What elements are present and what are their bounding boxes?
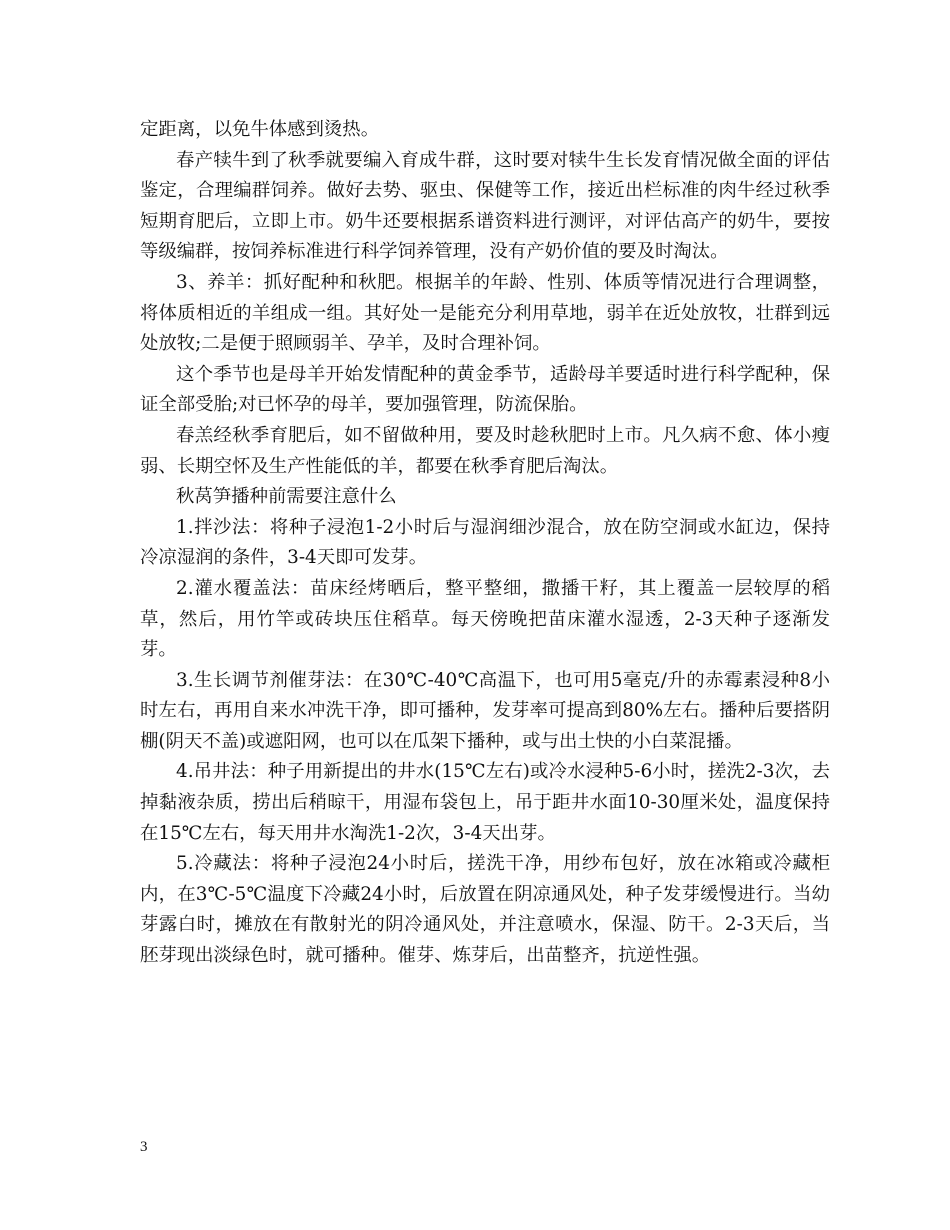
paragraph-2: 春产犊牛到了秋季就要编入育成牛群，这时要对犊牛生长发育情况做全面的评估鉴定，合理编群饲养。做好去势、驱虫、保健等工作，接近出栏标准的肉牛经过秋季短期育肥后，立即上市。奶牛还要根据系谱资料进行测评，对评估高产的奶牛，要按等级编群，按饲养标准进行科学饲养管理，没有产奶价值的要及时淘汰。 xyxy=(140,149,830,263)
document-body xyxy=(140,115,830,972)
paragraph-9: 3.生长调节剂催芽法：在30℃-40℃高温下，也可用5毫克/升的赤霉素浸种8小时左右，再用自来水冲洗干净，即可播种，发芽率可提高到80%左右。播种后要搭阴棚(阴天不盖)或遮阳网，也可以在瓜架下播种，或与出土快的小白菜混播。 xyxy=(140,669,830,752)
paragraph-8: 2.灌水覆盖法：苗床经烤晒后，整平整细，撒播干籽，其上覆盖一层较厚的稻草，然后，用竹竿或砖块压住稻草。每天傍晚把苗床灌水湿透，2-3天种子逐渐发芽。 xyxy=(140,577,830,661)
paragraph-1: 定距离，以免牛体感到烫热。 xyxy=(140,119,380,140)
paragraph-4: 这个季节也是母羊开始发情配种的黄金季节，适龄母羊要适时进行科学配种，保证全部受胎;对已怀孕的母羊，要加强管理，防流保胎。 xyxy=(140,363,830,416)
paragraph-7: 1.拌沙法：将种子浸泡1-2小时后与湿润细沙混合，放在防空洞或水缸边，保持冷凉湿润的条件，3-4天即可发芽。 xyxy=(140,516,830,569)
paragraph-10: 4.吊井法：种子用新提出的井水(15℃左右)或冷水浸种5-6小时，搓洗2-3次，去掉黏液杂质，捞出后稍晾干，用湿布袋包上，吊于距井水面10-30厘米处，温度保持在15℃左右，每天用井水淘洗1-2次，3-4天出芽。 xyxy=(140,761,830,844)
section-heading: 秋莴笋播种前需要注意什么 xyxy=(176,486,397,508)
paragraph-3: 3、养羊：抓好配种和秋肥。根据羊的年龄、性别、体质等情况进行合理调整，将体质相近的羊组成一组。其好处一是能充分利用草地，弱羊在近处放牧，壮群到远处放牧;二是便于照顾弱羊、孕羊，及时合理补饲。 xyxy=(140,271,830,355)
paragraph-11: 5.冷藏法：将种子浸泡24小时后，搓洗干净，用纱布包好，放在冰箱或冷藏柜内，在3℃-5℃温度下冷藏24小时，后放置在阴凉通风处，种子发芽缓慢进行。当幼芽露白时，摊放在有散射光的阴冷通风处，并注意喷水，保湿、防干。2-3天后，当胚芽现出淡绿色时，就可播种。催芽、炼芽后，出苗整齐，抗逆性强。 xyxy=(140,853,830,967)
paragraph-5: 春羔经秋季育肥后，如不留做种用，要及时趁秋肥时上市。凡久病不愈、体小瘦弱、长期空怀及生产性能低的羊，都要在秋季育肥后淘汰。 xyxy=(140,424,830,477)
page-number: 3 xyxy=(140,1139,148,1155)
